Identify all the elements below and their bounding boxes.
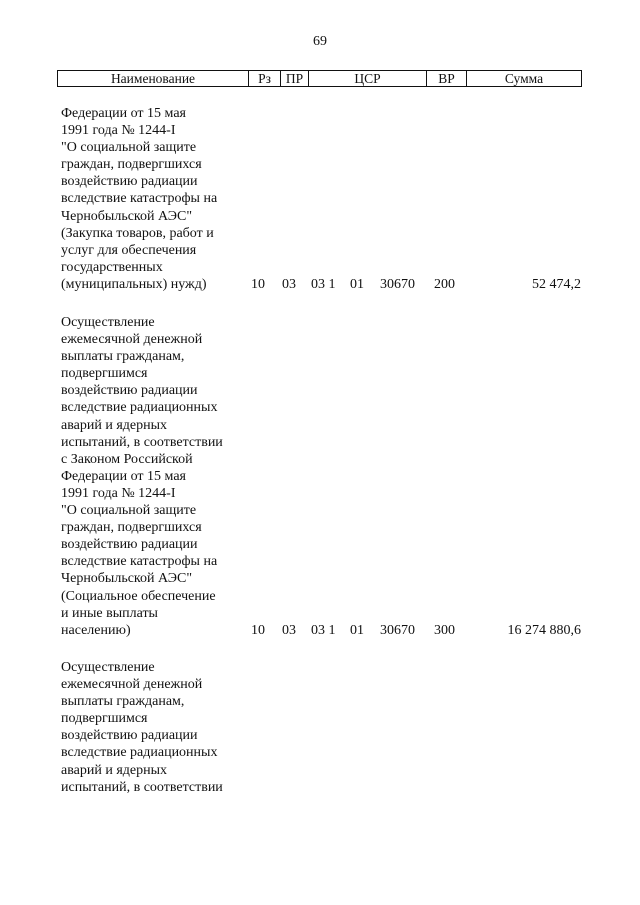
header-name: Наименование bbox=[110, 71, 196, 86]
name-line: (Социальное обеспечение bbox=[61, 588, 216, 604]
table-row bbox=[61, 659, 581, 796]
header-pr: ПР bbox=[280, 71, 308, 86]
name-line: Чернобыльской АЭС" bbox=[61, 208, 193, 224]
table-row bbox=[61, 105, 581, 293]
page-number: 69 bbox=[313, 34, 327, 49]
name-line: выплаты гражданам, bbox=[61, 694, 185, 710]
cell-sum: 52 474,2 bbox=[532, 277, 581, 292]
header-vr: ВР bbox=[426, 71, 466, 86]
name-line: "О социальной защите bbox=[61, 503, 197, 519]
name-line: 1991 года № 1244-I bbox=[61, 485, 176, 501]
name-line: ежемесячной денежной bbox=[61, 332, 203, 348]
name-line: Федерации от 15 мая bbox=[61, 106, 186, 121]
name-line: вследствие катастрофы на bbox=[61, 554, 218, 570]
name-line: Федерации от 15 мая bbox=[61, 468, 186, 484]
cell-csr-subprogram: 01 bbox=[350, 623, 364, 638]
name-line: Чернобыльской АЭС" bbox=[61, 571, 193, 587]
header-csr: ЦСР bbox=[308, 71, 426, 86]
name-line: (Закупка товаров, работ и bbox=[61, 225, 214, 241]
name-line: вследствие катастрофы на bbox=[61, 191, 218, 207]
name-line: "О социальной защите bbox=[61, 140, 197, 156]
name-line: вследствие радиационных bbox=[61, 745, 218, 761]
row-codes bbox=[61, 276, 581, 293]
name-line: воздействию радиации bbox=[61, 383, 198, 399]
cell-rz: 10 bbox=[251, 623, 265, 638]
name-line: испытаний, в соответствии bbox=[61, 779, 223, 795]
cell-csr-direction: 30670 bbox=[380, 277, 415, 292]
name-line: воздействию радиации bbox=[61, 174, 198, 190]
name-line: населению) bbox=[61, 622, 131, 638]
name-line: Осуществление bbox=[61, 660, 155, 675]
name-line: ежемесячной денежной bbox=[61, 677, 203, 693]
name-line: услуг для обеспечения bbox=[61, 242, 197, 258]
name-line: с Законом Российской bbox=[61, 451, 193, 467]
cell-csr-subprogram: 01 bbox=[350, 277, 364, 292]
name-line: аварий и ядерных bbox=[61, 417, 168, 433]
cell-vr: 300 bbox=[434, 623, 455, 638]
row-codes bbox=[61, 622, 581, 639]
cell-pr: 03 bbox=[282, 623, 296, 638]
cell-csr-direction: 30670 bbox=[380, 623, 415, 638]
table-header bbox=[57, 70, 582, 87]
name-line: 1991 года № 1244-I bbox=[61, 123, 176, 139]
cell-csr-program: 03 1 bbox=[311, 277, 336, 292]
name-line: вследствие радиационных bbox=[61, 400, 218, 416]
name-line: Осуществление bbox=[61, 315, 155, 330]
name-line: (муниципальных) нужд) bbox=[61, 276, 207, 292]
cell-csr-program: 03 1 bbox=[311, 623, 336, 638]
cell-rz: 10 bbox=[251, 277, 265, 292]
cell-vr: 200 bbox=[434, 277, 455, 292]
name-line: воздействию радиации bbox=[61, 537, 198, 553]
name-line: граждан, подвергшихся bbox=[61, 520, 202, 536]
row-name bbox=[61, 314, 246, 639]
cell-pr: 03 bbox=[282, 277, 296, 292]
row-name bbox=[61, 659, 246, 796]
header-sum: Сумма bbox=[466, 71, 581, 86]
name-line: аварий и ядерных bbox=[61, 762, 168, 778]
name-line: выплаты гражданам, bbox=[61, 349, 185, 365]
name-line: и иные выплаты bbox=[61, 605, 158, 621]
cell-sum: 16 274 880,6 bbox=[507, 623, 581, 638]
name-line: испытаний, в соответствии bbox=[61, 434, 223, 450]
name-line: подвергшимся bbox=[61, 711, 148, 727]
name-line: государственных bbox=[61, 259, 163, 275]
name-line: граждан, подвергшихся bbox=[61, 157, 202, 173]
row-name bbox=[61, 105, 246, 293]
name-line: воздействию радиации bbox=[61, 728, 198, 744]
table-row bbox=[61, 314, 581, 639]
header-rz: Рз bbox=[248, 71, 280, 86]
name-line: подвергшимся bbox=[61, 366, 148, 382]
